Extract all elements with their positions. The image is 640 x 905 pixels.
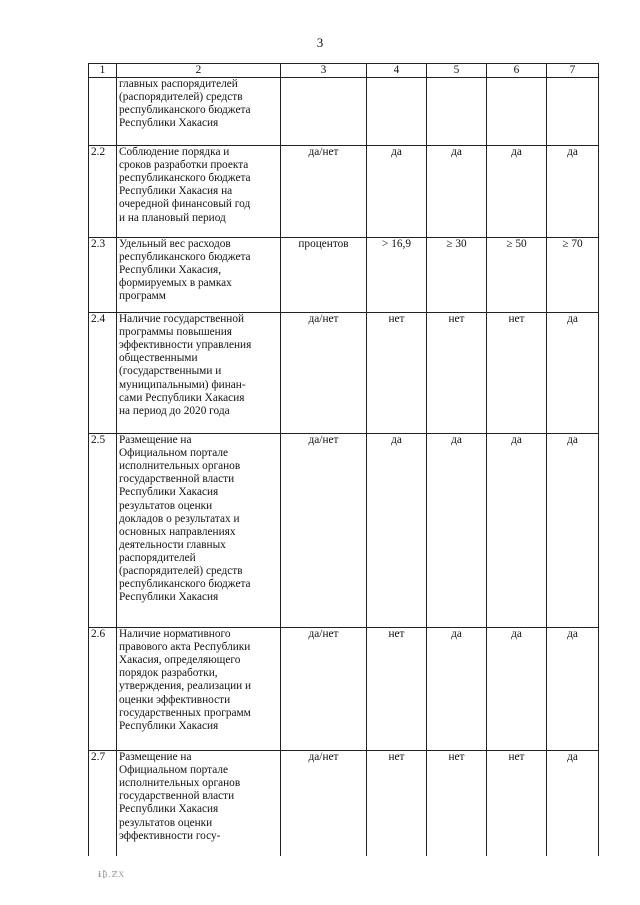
table-row bbox=[89, 628, 599, 751]
value-cell: да bbox=[367, 146, 427, 238]
row-description: Размещение на Официальном портале исполнительных органов государственной власти Республики Хакасия результатов оценки докладов о результатах и основных направлениях деятельности главных распорядителей (распорядителей) средств республиканского бюджета Республики Хакасия bbox=[117, 434, 281, 628]
value-cell: ≥ 70 bbox=[547, 238, 599, 313]
value-cell: нет bbox=[367, 313, 427, 434]
row-number: 2.4 bbox=[89, 313, 117, 434]
value-cell bbox=[427, 78, 487, 146]
value-cell: нет bbox=[427, 751, 487, 856]
value-cell: нет bbox=[427, 313, 487, 434]
value-cell: нет bbox=[367, 751, 427, 856]
header-cell: 7 bbox=[547, 64, 599, 78]
value-cell: да bbox=[427, 434, 487, 628]
value-cell: да bbox=[547, 434, 599, 628]
value-cell: нет bbox=[367, 628, 427, 751]
table-row bbox=[89, 146, 599, 238]
value-cell: нет bbox=[487, 313, 547, 434]
value-cell: да bbox=[547, 751, 599, 856]
table-row bbox=[89, 751, 599, 856]
value-cell: да bbox=[547, 146, 599, 238]
unit-cell: да/нет bbox=[281, 313, 367, 434]
table-row bbox=[89, 434, 599, 628]
row-number: 2.2 bbox=[89, 146, 117, 238]
header-cell: 3 bbox=[281, 64, 367, 78]
value-cell: да bbox=[487, 434, 547, 628]
row-description: Соблюдение порядка и сроков разработки проекта республиканского бюджета Республики Хакасия на очередной финансовый год и на плановый период bbox=[117, 146, 281, 238]
value-cell: да bbox=[427, 146, 487, 238]
unit-cell: да/нет bbox=[281, 751, 367, 856]
row-number: 2.7 bbox=[89, 751, 117, 856]
table-row bbox=[89, 313, 599, 434]
row-number: 2.6 bbox=[89, 628, 117, 751]
header-cell: 4 bbox=[367, 64, 427, 78]
page-number: 3 bbox=[316, 35, 324, 50]
value-cell: да bbox=[487, 628, 547, 751]
value-cell: ≥ 50 bbox=[487, 238, 547, 313]
row-description: Наличие нормативного правового акта Республики Хакасия, определяющего порядок разработки, утверждения, реализации и оценки эффективности государственных программ Республики Хакасия bbox=[117, 628, 281, 751]
table-row bbox=[89, 78, 599, 146]
table-row bbox=[89, 238, 599, 313]
row-description: Размещение на Официальном портале исполнительных органов государственной власти Республики Хакасия результатов оценки эффективности госу- bbox=[117, 751, 281, 856]
value-cell: да bbox=[547, 313, 599, 434]
value-cell: > 16,9 bbox=[367, 238, 427, 313]
unit-cell bbox=[281, 78, 367, 146]
table-header-row bbox=[89, 64, 599, 78]
indicator-table bbox=[88, 63, 599, 856]
value-cell bbox=[547, 78, 599, 146]
scan-footer-mark: ℹ₿.ℤX bbox=[98, 870, 126, 879]
header-cell: 2 bbox=[117, 64, 281, 78]
value-cell: да bbox=[547, 628, 599, 751]
value-cell bbox=[487, 78, 547, 146]
header-cell: 1 bbox=[89, 64, 117, 78]
unit-cell: да/нет bbox=[281, 146, 367, 238]
row-description: главных распорядителей (распорядителей) средств республиканского бюджета Республики Хакасия bbox=[117, 78, 281, 146]
value-cell bbox=[367, 78, 427, 146]
unit-cell: да/нет bbox=[281, 434, 367, 628]
row-number: 2.3 bbox=[89, 238, 117, 313]
value-cell: да bbox=[367, 434, 427, 628]
unit-cell: да/нет bbox=[281, 628, 367, 751]
value-cell: да bbox=[427, 628, 487, 751]
row-description: Наличие государственной программы повышения эффективности управления общественными (государственными и муниципальными) финан- сами Республики Хакасия на период до 2020 года bbox=[117, 313, 281, 434]
value-cell: нет bbox=[487, 751, 547, 856]
header-cell: 6 bbox=[487, 64, 547, 78]
row-number: 2.5 bbox=[89, 434, 117, 628]
header-cell: 5 bbox=[427, 64, 487, 78]
value-cell: да bbox=[487, 146, 547, 238]
row-description: Удельный вес расходов республиканского бюджета Республики Хакасия, формируемых в рамках программ bbox=[117, 238, 281, 313]
unit-cell: процентов bbox=[281, 238, 367, 313]
row-number bbox=[89, 78, 117, 146]
value-cell: ≥ 30 bbox=[427, 238, 487, 313]
